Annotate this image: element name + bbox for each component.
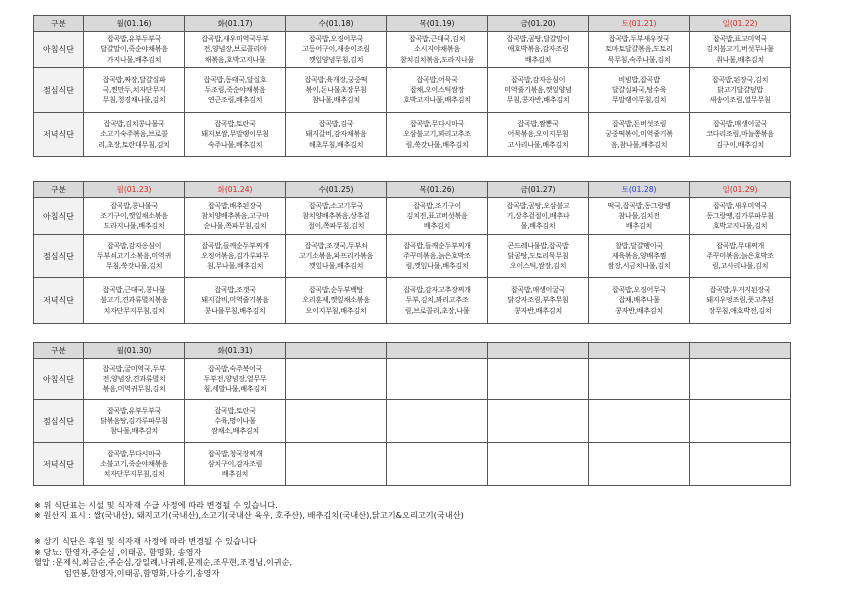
meal-line: 잡곡밥,들깨순두부찌개 [403,240,471,250]
breakfast-row [34,32,791,68]
meal-cell [84,68,185,113]
note-blood-pressure: 혈압 :문제식,최금순,주순심,강일례,나귀례,문계순,조무현,조경님,이귀순, [34,557,293,567]
meal-line: 잡곡밥,돈버섯조림 [611,119,667,129]
meal-line: 배추김치 [625,221,653,231]
meal-line: 잡곡밥,조기구이 [413,200,461,210]
meal-line: 수육,명이나물 [214,415,256,425]
meal-line: 주꾸미볶음,늙은호박조 [403,250,471,260]
meal-cell [286,113,387,157]
meal-line: 잡곡밥,매생이굴국 [510,285,566,295]
meal-line: 새송이조림,열무무침 [709,95,771,105]
day-header: 월(01.16) [84,16,185,32]
meal-cell [286,400,387,443]
meal-cell [286,443,387,486]
meal-line: 가지나물,배추김치 [106,54,162,64]
meal-line: 볶이,돈나물초장무침 [305,84,367,94]
meal-line: 잡곡밥,배추된장국 [207,200,263,210]
meal-line: 잡곡밥,새우미역국두부 [201,34,269,44]
meal-cell [488,32,589,68]
meal-line: 잡곡밥,유부두부국 [106,405,162,415]
meal-line: 잡곡밥,짜장,달걀실파 [102,74,166,84]
row-label-dinner: 저녁식단 [34,443,84,486]
meal-line: 림,고사리나물,김치 [711,261,769,271]
meal-line: 림,깻잎나물,배추김치 [405,261,469,271]
meal-line: 볶음,미역귀무침,김치 [102,384,166,394]
note-menu-change: ※ 위 식단표는 시설 및 식자재 수급 사정에 따라 변경될 수 있습니다. [34,500,278,510]
meal-cell [589,198,690,235]
meal-cell [387,443,488,486]
meal-line: 치자단무지무침,김치 [103,469,165,479]
row-label-dinner: 저녁식단 [34,278,84,324]
row-label-lunch: 점심식단 [34,68,84,113]
meal-line: 잡곡밥,감자고추장찌개 [403,285,471,295]
note-blood-pressure-cont: 임연봉,한영자,이태공,함명화,나승기,송영자 [64,568,220,578]
meal-line: 물,배추김치 [520,221,556,231]
day-header: 토(01.21) [589,16,690,32]
meal-line: 두부쇠고기소볶음,미역귀 [96,250,172,260]
meal-cell [589,443,690,486]
day-header: 수(01.25) [286,182,387,198]
meal-cell [589,68,690,113]
meal-line: 잡곡밥,새우미역국 [712,200,768,210]
meal-cell [589,32,690,68]
meal-line: 무말랭이무침,김치 [611,95,667,105]
note-diabetes: ※ 당뇨: 한영자,주순심 ,이태공, 함명화, 송영자 [34,547,202,557]
meal-cell [690,68,791,113]
meal-cell [488,278,589,324]
meal-line: 잡곡밥,오징어무국 [611,285,667,295]
row-label-breakfast: 아침식단 [34,359,84,400]
row-label-lunch: 점심식단 [34,235,84,278]
meal-cell [690,198,791,235]
note-donation: ※ 상기 식단은 후원 및 식자재 사정에 따라 변경될 수 있습니다 [34,536,257,546]
meal-cell [488,235,589,278]
day-header: 금(01.27) [488,182,589,198]
meal-cell [84,198,185,235]
meal-cell [84,400,185,443]
day-header: 일(01.29) [690,182,791,198]
meal-cell [84,359,185,400]
meal-line: 잡곡밥,콩나물국 [110,200,158,210]
meal-line: 소시지야채볶음 [414,44,460,54]
meal-line: 호박고지나물,김치 [712,221,768,231]
meal-line: 잡곡밥,육개장,궁중떡 [304,74,368,84]
meal-line: 잡곡밥,곰탕,오삼불고 [506,200,570,210]
meal-cell [185,400,286,443]
meal-line: 잡곡밥,무대찌개 [716,240,764,250]
meal-line: 장무침,애호박전,김치 [708,305,772,315]
meal-cell [690,113,791,157]
meal-cell [690,359,791,400]
meal-line: 잡곡밥,무다시마국 [409,119,465,129]
meal-line: 침,무나물,배추김치 [206,261,264,271]
meal-line: 잡곡밥,김국 [318,119,354,129]
meal-line: 해초무침,배추김치 [308,139,364,149]
meal-cell [185,113,286,157]
meal-line: 돼지보쌈,무말랭이무침 [201,129,269,139]
meal-line: 떡국,잡곡밥,동그랑땡 [607,200,671,210]
meal-line: 잡곡밥,토란국 [214,405,256,415]
day-header: 월(01.23) [84,182,185,198]
meal-line: 오삼불고기,꽈리고추조 [403,129,471,139]
meal-line: 잡곡밥,조갯국 [214,285,256,295]
meal-line: 콩자반,배추김치 [514,305,562,315]
meal-line: 돼지우엉조림,풋고추된 [706,295,774,305]
meal-cell [84,278,185,324]
meal-line: 잡곡밥,들깨순두부찌개 [201,240,269,250]
meal-cell [387,32,488,68]
meal-cell [185,32,286,68]
meal-line: 잡곡밥,무다시마국 [106,448,162,458]
meal-cell [589,235,690,278]
meal-line: 채볶음,호박고지나물 [204,54,266,64]
meal-line: 잡곡밥,오징어무국 [308,34,364,44]
meal-line: 잡곡밥,우거지된장국 [709,285,771,295]
meal-cell [488,113,589,157]
meal-line: 잡곡밥,소고기무국 [308,200,364,210]
meal-line: 잡곡밥,곰탕,달걀말이 [506,34,570,44]
header-label: 구분 [34,343,84,359]
meal-cell [286,359,387,400]
day-header: 화(01.31) [185,343,286,359]
meal-line: 묵무침,숙주나물,김치 [607,54,671,64]
meal-cell [589,113,690,157]
meal-line: 오리훈제,깻잎채소볶음 [302,295,370,305]
meal-cell [84,235,185,278]
dinner-row [34,443,791,486]
meal-line: 잡곡밥,매생이굴국 [712,119,768,129]
day-header: 금(01.20) [488,16,589,32]
meal-cell [387,400,488,443]
header-row [34,16,791,32]
meal-line: 코다리조림,마늘쫑볶음 [706,129,774,139]
meal-line: 잡곡밥,감자옹심이 [106,240,162,250]
meal-line: 고사리나물,배추김치 [507,139,569,149]
meal-line: 잡곡밥,동태국,달실호 [203,74,267,84]
meal-cell [589,359,690,400]
meal-line: 숙주나물,배추김치 [207,139,263,149]
meal-line: 국,찐만두,치자단무지 [102,84,166,94]
meal-line: 잡곡밥,청국장찌개 [207,448,263,458]
meal-line: 잡곡밥,된장국,김치 [711,74,769,84]
meal-cell [488,400,589,443]
meal-cell [589,278,690,324]
note-origin: ※ 원산지 표시 : 쌀(국내산), 돼지고기(국내산),소고기(국내산 육우, 호주산), 배추김치(국내산),닭고기&오리고기(국내산) [34,510,464,520]
meal-line: 오이스틱,쌈장,김치 [509,261,567,271]
meal-cell [286,198,387,235]
meal-line: 쌈채소,배추김치 [211,426,259,436]
meal-cell [286,235,387,278]
meal-line: 전,양념장,견과류멸치 [102,373,166,383]
meal-cell [589,400,690,443]
meal-line: 찰밥,달걀팽이국 [615,240,663,250]
meal-line: 비빔밥,잡곡밥 [618,74,660,84]
meal-cell [387,113,488,157]
meal-line: 참나물,배추김치 [312,95,360,105]
dinner-row [34,113,791,157]
day-header: 수(01.18) [286,16,387,32]
menu-table-week-1 [33,15,791,157]
meal-line: 삼치구이,감자조림 [207,458,263,468]
meal-line: 토마토달걀볶음,도토리 [605,44,673,54]
meal-line: 잡채,배추나물 [618,295,660,305]
header-row [34,182,791,198]
meal-cell [185,278,286,324]
meal-cell [286,68,387,113]
meal-line: 잡곡밥,김치콩나물국 [103,119,165,129]
meal-cell [185,443,286,486]
meal-cell [387,359,488,400]
meal-line: 깻잎양념무침,김치 [308,54,364,64]
meal-line: 잡곡밥,근대국,콩나물 [102,285,166,295]
meal-line: 잡곡밥,굴미역국,두부 [102,363,166,373]
meal-line: 음,참나물,배추김치 [610,139,668,149]
meal-line: 궁중떡볶이,미역줄기볶 [605,129,673,139]
meal-line: 잡채,오이스틱쌈장 [409,84,465,94]
meal-line: 연근조림,배추김치 [207,95,263,105]
meal-line: 오이지무침,배추김치 [305,305,367,315]
meal-line: 전,양념장,브로콜리야 [203,44,267,54]
meal-cell [690,32,791,68]
meal-line: 취나물,배추김치 [716,54,764,64]
day-header: 목(01.26) [387,182,488,198]
meal-line: 동그랑땡,김가루파무침 [706,210,774,220]
meal-line: 닭곰탕,도토리묵무침 [507,250,569,260]
meal-cell [84,443,185,486]
meal-line: 두부전,양념장,열무무 [203,373,267,383]
meal-line: 조기구이,깻잎채소볶음 [100,210,168,220]
meal-line: 호박고지나물,배추김치 [403,95,471,105]
meal-line: 고등어구이,새송이조림 [302,44,370,54]
day-header: 월(01.30) [84,343,185,359]
meal-line: 잡곡밥,두부새우젓국 [608,34,670,44]
meal-cell [185,359,286,400]
meal-line: 제육볶음,양배추찜 [611,250,667,260]
meal-line: 순나물,쪽파무침,김치 [203,221,267,231]
meal-cell [690,235,791,278]
meal-line: 주꾸미볶음,늙은호박조 [706,250,774,260]
meal-line: 무침,콩자반,배추김치 [506,95,570,105]
meal-cell [488,359,589,400]
meal-line: 두조림,죽순야채볶음 [204,84,266,94]
meal-line: 두부,김치,꽈리고추조 [405,295,469,305]
meal-line: 배추김치 [524,54,552,64]
meal-cell [387,68,488,113]
meal-cell [286,32,387,68]
row-label-breakfast: 아침식단 [34,32,84,68]
meal-cell [84,32,185,68]
meal-line: 불고기,견과류멸치볶음 [100,295,168,305]
meal-cell [387,278,488,324]
meal-line: 잡곡밥,감자옹심이 [510,74,566,84]
day-header: 일(01.22) [690,16,791,32]
meal-line: 절이,쪽파무침,김치 [307,221,365,231]
meal-cell [185,198,286,235]
meal-cell [488,68,589,113]
meal-line: 돼지갈비,미역줄기볶음 [201,295,269,305]
meal-cell [690,443,791,486]
meal-line: 무침,쑥갓나물,김치 [105,261,163,271]
meal-line: 잡곡밥,숙주북어국 [207,363,263,373]
day-header [286,343,387,359]
meal-line: 닭볶음탕,김가루파무침 [100,415,168,425]
meal-line: 리,초장,토란대무침,김치 [98,139,170,149]
meal-line: 배추김치 [423,221,451,231]
day-header: 화(01.24) [185,182,286,198]
meal-line: 잡곡밥,근대국,김치 [408,34,466,44]
meal-line: 도라지나물,배추김치 [103,221,165,231]
meal-line: 잡곡밥,유부두부국 [106,34,162,44]
meal-cell [84,113,185,157]
day-header [387,343,488,359]
meal-line: 기,상추겉절이,배추나 [506,210,570,220]
meal-line: 침,세발나물,배추김치 [203,384,267,394]
meal-line: 콩나물무침,배추김치 [204,305,266,315]
meal-line: 콩자반,배추김치 [615,305,663,315]
meal-line: 애호박볶음,감자조림 [507,44,569,54]
meal-cell [387,198,488,235]
meal-line: 소고기숙주볶음,브로콜 [100,129,168,139]
meal-cell [488,198,589,235]
meal-line: 김구이,배추김치 [716,139,764,149]
breakfast-row [34,359,791,400]
meal-line: 달걀말이,죽순야채볶음 [100,44,168,54]
meal-line: 곤드레나물밥,잡곡밥 [507,240,569,250]
meal-line: 김치불고기,버섯무나물 [706,44,774,54]
breakfast-row [34,198,791,235]
meal-line: 김치전,표고버섯볶음 [406,210,468,220]
meal-cell [185,235,286,278]
row-label-breakfast: 아침식단 [34,198,84,235]
meal-line: 배추김치 [221,469,249,479]
day-header: 토(01.28) [589,182,690,198]
meal-line: 림,쑥갓나물,배추김치 [405,139,469,149]
dinner-row [34,278,791,324]
meal-cell [690,278,791,324]
meal-line: 고기소볶음,파프리카볶음 [298,250,374,260]
meal-line: 참나물,김치전 [618,210,660,220]
meal-line: 닭고기달걀덮밥 [717,84,763,94]
meal-line: 참나물,배추김치 [110,426,158,436]
meal-line: 잡곡밥,어묵국 [416,74,458,84]
meal-line: 무침,청경채나물,김치 [102,95,166,105]
meal-cell [387,235,488,278]
meal-line: 오징어볶음,김가루파무 [201,250,269,260]
meal-line: 잡곡밥,표고미역국 [712,34,768,44]
meal-line: 잡곡밥,조갯국,두부쇠 [304,240,368,250]
header-label: 구분 [34,16,84,32]
meal-line: 참치양배추볶음,고구마 [201,210,269,220]
meal-cell [488,443,589,486]
meal-line: 달걀실파국,탕수육 [611,84,667,94]
header-row [34,343,791,359]
meal-line: 닭강자조림,부추무침 [507,295,569,305]
day-header: 목(01.19) [387,16,488,32]
meal-line: 미역줄기볶음,깻잎양념 [504,84,572,94]
meal-line: 어묵볶음,오이지무침 [507,129,569,139]
menu-table-week-3 [33,342,791,486]
row-label-dinner: 저녁식단 [34,113,84,157]
lunch-row [34,235,791,278]
day-header [690,343,791,359]
lunch-row [34,68,791,113]
meal-line: 참치김치볶음,도라지나물 [399,54,475,64]
meal-line: 잡곡밥,토란국 [214,119,256,129]
meal-line: 잡곡밥,순두부백탕 [308,285,364,295]
meal-line: 잡곡밥,짬뽕국 [517,119,559,129]
meal-cell [185,68,286,113]
menu-table-week-2 [33,181,791,324]
meal-line: 림,브로콜리,초장,나물 [404,305,470,315]
meal-line: 깻잎나물,배추김치 [308,261,364,271]
day-header [589,343,690,359]
meal-line: 치자단무지무침,김치 [103,305,165,315]
meal-cell [286,278,387,324]
day-header [488,343,589,359]
header-label: 구분 [34,182,84,198]
meal-line: 쌈장,시금치나물,김치 [607,261,671,271]
lunch-row [34,400,791,443]
day-header: 화(01.17) [185,16,286,32]
meal-line: 돼지갈비,감자채볶음 [305,129,367,139]
row-label-lunch: 점심식단 [34,400,84,443]
meal-line: 참치양배추볶음,상추겉 [302,210,370,220]
meal-cell [690,400,791,443]
meal-line: 소불고기,죽순야채볶음 [100,458,168,468]
